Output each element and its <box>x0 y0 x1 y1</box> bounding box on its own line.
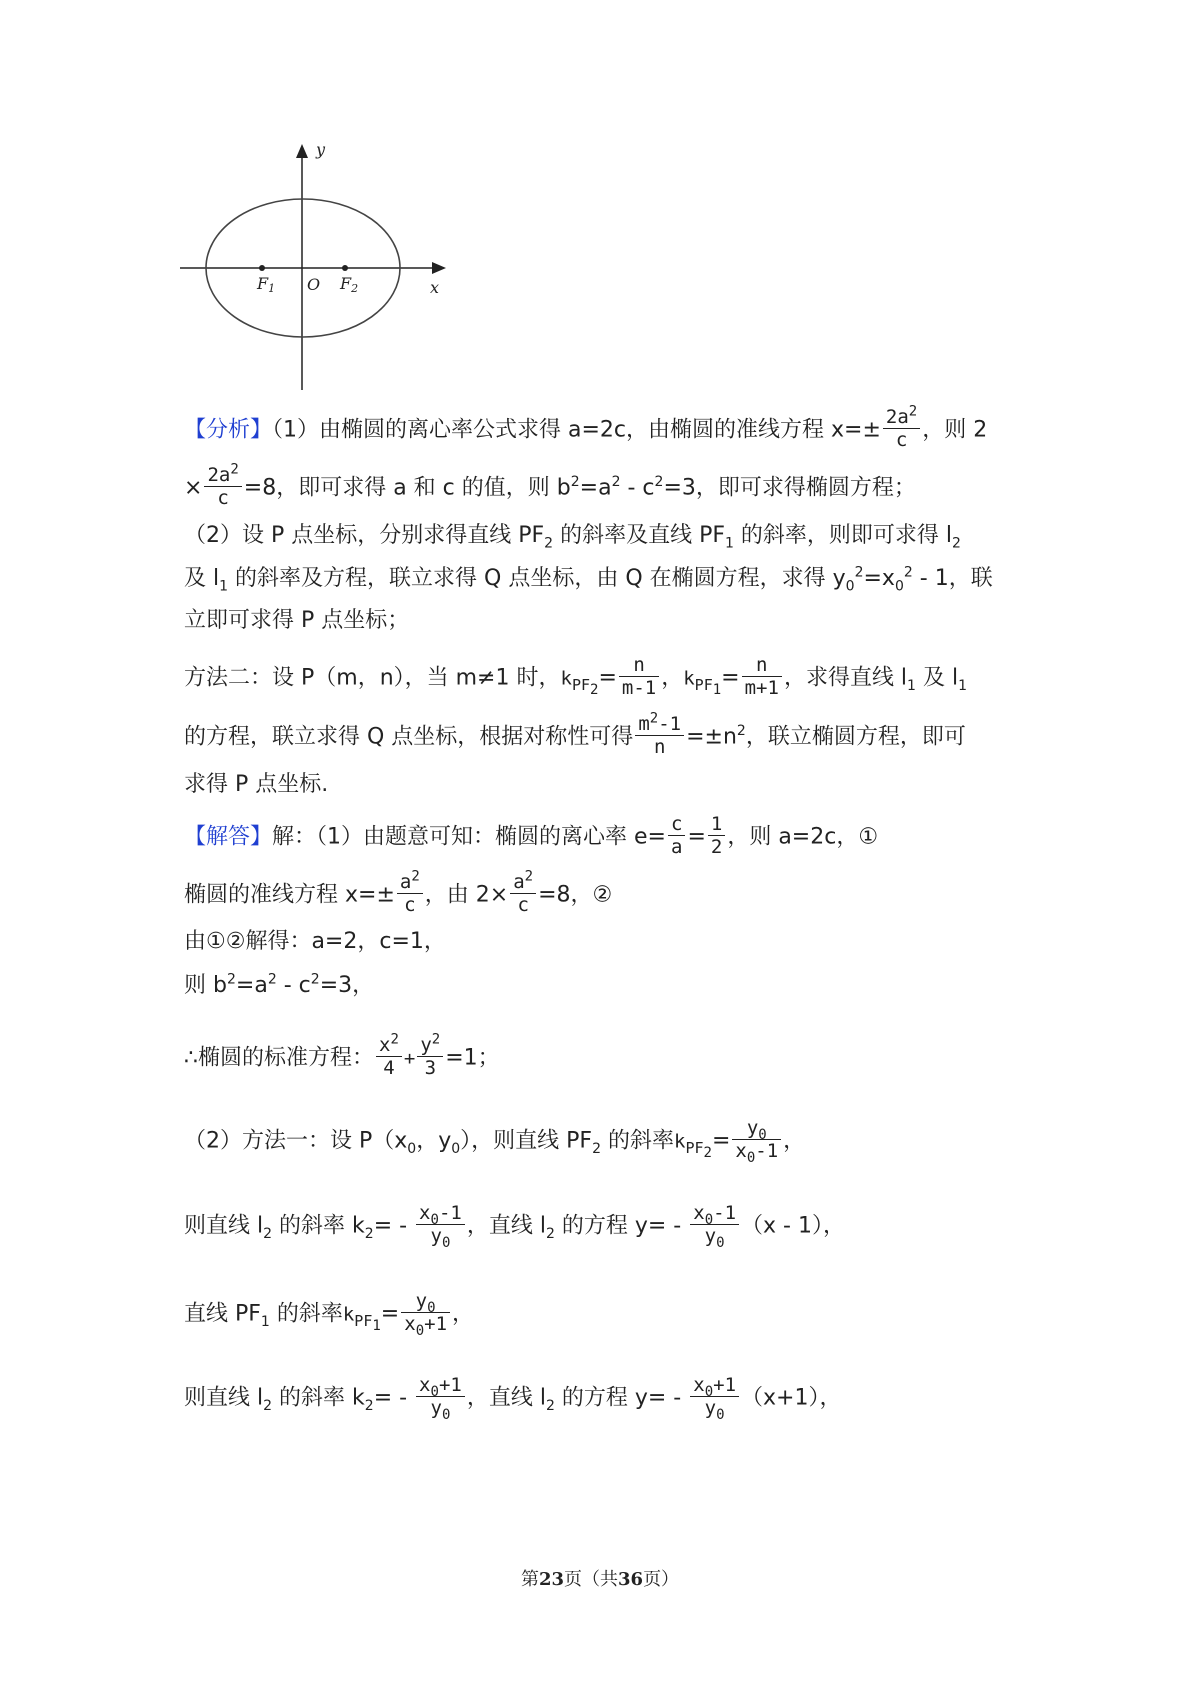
fraction: $\frac{y_0}{x_0-1}$ <box>732 1117 781 1162</box>
solution-line-5: ∴椭圆的标准方程： $\frac{x^2}{4}$ + $\frac{y^2}{3}$ =1； <box>184 1031 500 1079</box>
fraction: $\frac{a^2}{c}$ <box>397 871 423 916</box>
ellipse-diagram <box>180 140 490 430</box>
analysis-line-2: × $\frac{2a^2}{c}$ =8，即可求得 a 和 c 的值，则 $b^2=a^2 - c^2=3$，即可求得椭圆方程； <box>184 461 916 509</box>
x-axis-label: x <box>430 278 440 297</box>
solution-line-4: 则 $b^2=a^2 - c^2=3$， <box>184 971 375 998</box>
solution-line-7: 则直线 $l_2$ 的斜率 $k_2=$ - $\frac{x_0-1}{y_0}$ ，直线 $l_2$ 的方程 y= - $\frac{x_0-1}{y_0}$ （x - 1）， <box>184 1202 845 1251</box>
solution-line-2: 椭圆的准线方程 x=± $\frac{a^2}{c}$ ，由 2× $\frac{a^2}{c}$ =8，② <box>184 868 613 916</box>
f1-label: F1 <box>257 274 276 295</box>
solution-tag: 【解答】 <box>184 824 273 850</box>
analysis-line-3: （2）设 P 点坐标，分别求得直线 $PF_2$ 的斜率及直线 $PF_1$ 的斜率，则即可求得 $l_2$ <box>184 523 961 552</box>
analysis-line-8: 求得 P 点坐标. <box>184 772 329 797</box>
page-number: 23 <box>538 1569 564 1590</box>
fraction: $\frac{x^2}{4}$ <box>376 1034 402 1079</box>
fraction: $\frac{n}{m-1}$ <box>619 654 659 699</box>
f2-label: F2 <box>340 274 359 295</box>
focus-f1-point <box>259 265 265 271</box>
fraction: $\frac{y^2}{3}$ <box>417 1034 443 1079</box>
fraction: $\frac{y_0}{x_0+1}$ <box>401 1290 450 1335</box>
fraction: $\frac{1}{2}$ <box>708 813 725 858</box>
analysis-line-5: 立即可求得 P 点坐标； <box>184 608 410 633</box>
fraction: $\frac{2a^2}{c}$ <box>204 464 241 509</box>
fraction: $\frac{x_0+1}{y_0}$ <box>690 1374 739 1419</box>
fraction: $\frac{x_0-1}{y_0}$ <box>416 1202 465 1247</box>
x-axis-arrow <box>432 262 446 274</box>
fraction: $\frac{x_0-1}{y_0}$ <box>690 1202 739 1247</box>
fraction: $\frac{2a^2}{c}$ <box>883 406 920 451</box>
solution-line-6: （2）方法一：设 $P(x_0$，$y_0$），则直线 $PF_2$ 的斜率$k_{PF_2}=$ $\frac{y_0}{x_0-1}$ ， <box>184 1117 806 1166</box>
page-footer: 第23页（共36页） <box>520 1569 680 1590</box>
solution-line-3: 由①②解得：a=2，c=1， <box>184 929 446 954</box>
total-pages: 36 <box>618 1569 644 1590</box>
fraction: $\frac{x_0+1}{y_0}$ <box>416 1374 465 1419</box>
solution-line-1: 【解答】解：（1）由题意可知：椭圆的离心率 e= $\frac{c}{a}$ = $\frac{1}{2}$ ，则 a=2c，① <box>184 813 879 858</box>
y-axis-label: y <box>316 140 326 159</box>
analysis-line-7: 的方程，联立求得 Q 点坐标，根据对称性可得 $\frac{m^2-1}{n}$ $=\pm n^2$，联立椭圆方程，即可 <box>184 710 966 758</box>
fraction: $\frac{n}{m+1}$ <box>742 654 782 699</box>
origin-label: O <box>307 275 321 294</box>
solution-line-8: 直线 $PF_1$ 的斜率$k_{PF_1}=$ $\frac{y_0}{x_0+1}$ ， <box>184 1290 475 1339</box>
analysis-line-1: 【分析】（1）由椭圆的离心率公式求得 a=2c，由椭圆的准线方程 x=± $\frac{2a^2}{c}$ ，则 2 <box>184 403 988 451</box>
solution-line-9: 则直线 $l_2$ 的斜率 $k_2=$ - $\frac{x_0+1}{y_0}$ ，直线 $l_2$ 的方程 y= - $\frac{x_0+1}{y_0}$ （x+1）， <box>184 1374 842 1423</box>
analysis-line-4: 及 $l_1$ 的斜率及方程，联立求得 Q 点坐标，由 Q 在椭圆方程，求得 $y_0^2=x_0^2 - 1$，联 <box>184 564 993 595</box>
ellipse-figure <box>180 140 490 430</box>
fraction: $\frac{c}{a}$ <box>668 813 685 858</box>
focus-f2-point <box>342 265 348 271</box>
fraction: $\frac{a^2}{c}$ <box>510 871 536 916</box>
y-axis-arrow <box>296 144 308 158</box>
analysis-tag: 【分析】 <box>184 417 273 443</box>
fraction: $\frac{m^2-1}{n}$ <box>635 713 684 758</box>
analysis-line-6: 方法二：设 P（m，n），当 m≠1 时，$k_{PF_2}=$ $\frac{n}{m-1}$ ，$k_{PF_1}=$ $\frac{n}{m+1}$ ，求得直线 $l_1$ 及 $l_1$ <box>184 654 967 699</box>
